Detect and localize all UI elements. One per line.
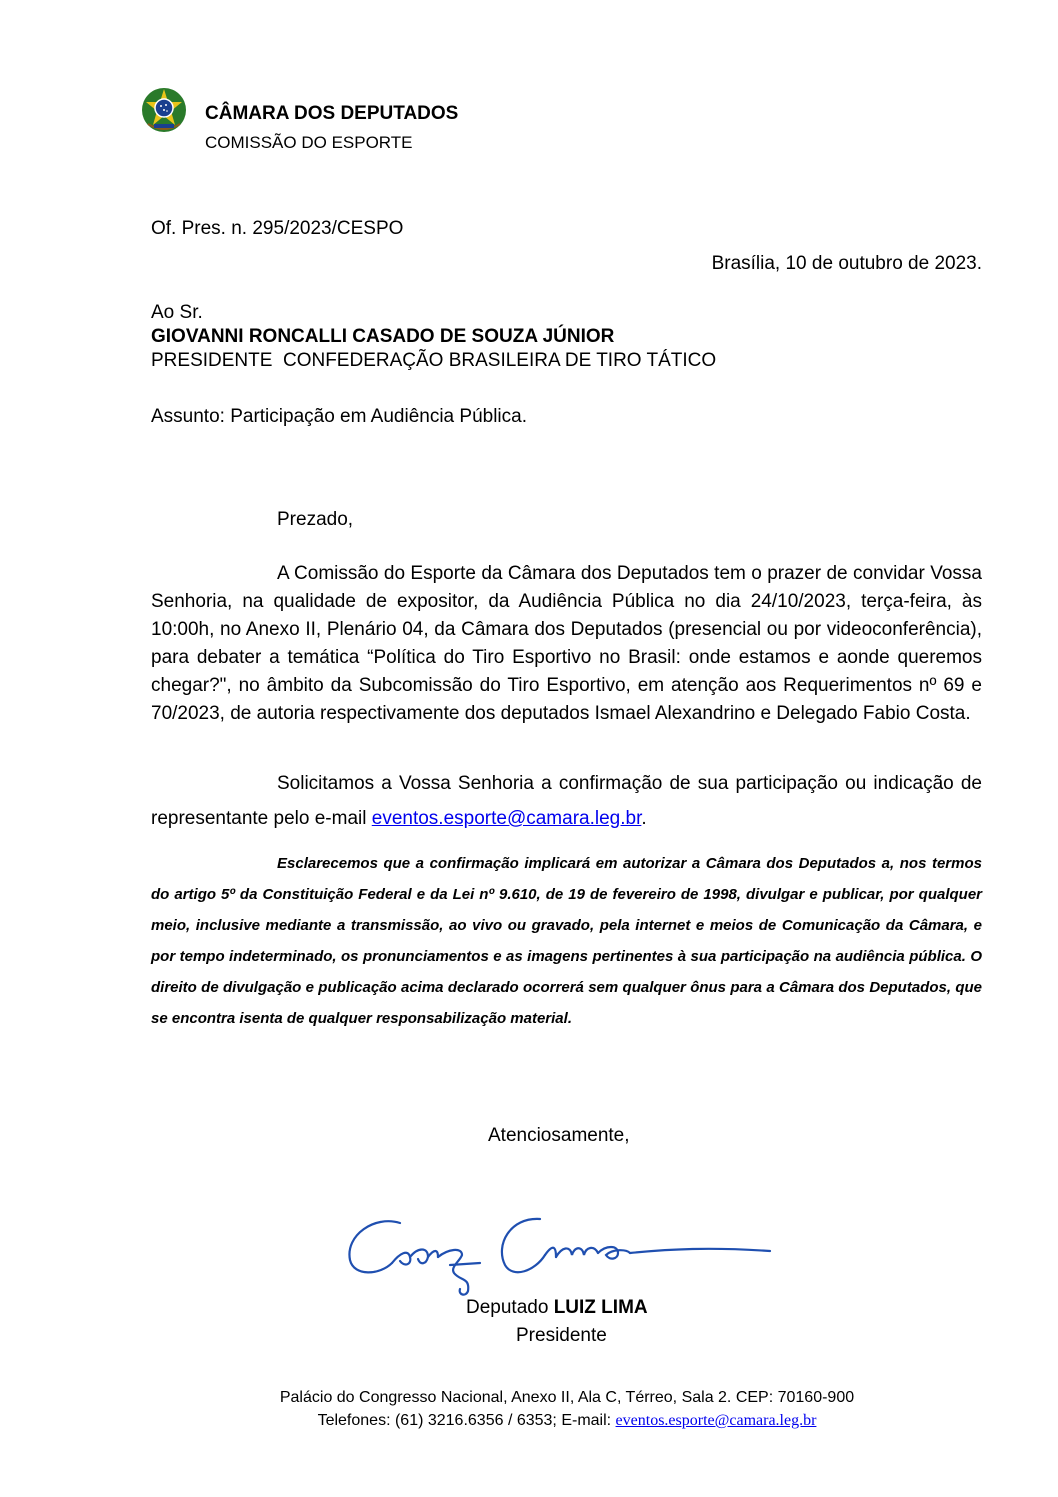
footer-phones: Telefones: (61) 3216.6356 / 6353; E-mail: [317,1412,616,1429]
greeting: Prezado, [277,509,354,530]
authorization-disclaimer: Esclarecemos que a confirmação implicará em autorizar a Câmara dos Deputados a, nos termos do artigo 5º da Constituição Federal e da Lei nº 9.610, de 19 de fevereiro de 1998, divulgar e publicar, por qualquer meio, inclusive mediante a transmissão, ao vivo ou gravado, pela internet e meios de Comunicação da Câmara, e por tempo indeterminado, os pronunciamentos e as imagens pertinentes à sua participação na audiência pública. O direito de divulgação e publicação acima declarado ocorrerá sem qualquer ônus para a Câmara dos Deputados, que se encontra isenta de qualquer responsabilização material. [151,855,982,1027]
department-name: COMISSÃO DO ESPORTE [205,133,413,152]
handwritten-signature-icon [330,1205,800,1300]
closing-salutation: Atenciosamente, [488,1125,630,1146]
signer-name-bold: LUIZ LIMA [553,1297,648,1318]
coat-of-arms-icon [140,86,188,134]
confirmation-end: . [641,808,647,829]
recipient-salutation: Ao Sr. [151,302,203,323]
place-and-date: Brasília, 10 de outubro de 2023. [711,253,982,274]
signer-role: Presidente [516,1325,607,1346]
official-letter-reference: Of. Pres. n. 295/2023/CESPO [151,218,404,239]
confirmation-text: Solicitamos a Vossa Senhoria a confirmação de sua participação ou indicação de representante pelo e-mail [151,773,982,829]
signer-prefix: Deputado [466,1297,554,1318]
contact-email-link[interactable]: eventos.esporte@camara.leg.br [371,808,642,829]
footer-email-link[interactable]: eventos.esporte@camara.leg.br [615,1412,817,1429]
footer-contact-line [0,1412,1058,1430]
confirmation-paragraph [151,766,982,836]
recipient-name: GIOVANNI RONCALLI CASADO DE SOUZA JÚNIOR [151,326,615,347]
footer-address-line [0,1389,1058,1407]
organization-name: CÂMARA DOS DEPUTADOS [205,103,459,124]
signer-name [466,1297,648,1319]
recipient-title: PRESIDENTE CONFEDERAÇÃO BRASILEIRA DE TIRO TÁTICO [151,350,717,371]
footer-address: Palácio do Congresso Nacional, Anexo II, Ala C, Térreo, Sala 2. CEP: 70160-900 [279,1389,855,1406]
invitation-paragraph: A Comissão do Esporte da Câmara dos Deputados tem o prazer de convidar Vossa Senhoria, na qualidade de expositor, da Audiência Pública no dia 24/10/2023, terça-feira, às 10:00h, no Anexo II, Plenário 04, da Câmara dos Deputados (presencial ou por videoconferência), para debater a temática “Política do Tiro Esportivo no Brasil: onde estamos e aonde queremos chegar?", no âmbito da Subcomissão do Tiro Esportivo, em atenção aos Requerimentos nº 69 e 70/2023, de autoria respectivamente dos deputados Ismael Alexandrino e Delegado Fabio Costa. [151,563,982,724]
subject-line: Assunto: Participação em Audiência Pública. [151,406,527,427]
